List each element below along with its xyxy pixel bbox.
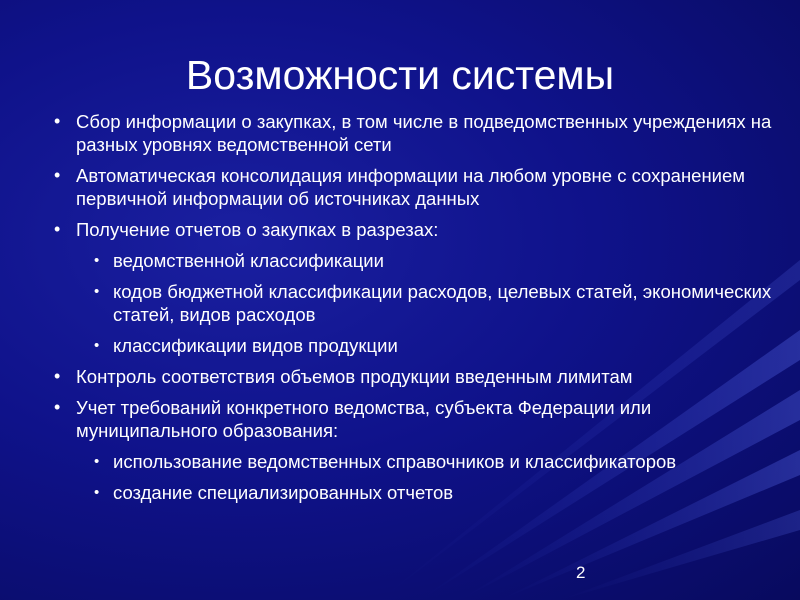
page-number: 2 (576, 563, 586, 582)
bullet-text: Учет требований конкретного ведомства, субъекта Федерации или муниципального образования: (76, 397, 652, 441)
bullet-icon: • (54, 165, 61, 185)
bullet-text: использование ведомственных справочников и классификаторов (113, 451, 677, 472)
bullet-item (52, 396, 772, 442)
bullet-icon: • (54, 111, 61, 131)
slide-title: Возможности системы (185, 52, 615, 98)
bullet-text: Контроль соответствия объемов продукции введенным лимитам (76, 366, 633, 387)
bullet-text: Сбор информации о закупках, в том числе в подведомственных учреждениях на разных уровнях ведомственной сети (76, 111, 772, 155)
bullet-icon: • (94, 337, 100, 354)
bullet-text: классификации видов продукции (113, 335, 398, 356)
bullet-text: ведомственной классификации (113, 250, 384, 271)
sub-bullet-item (92, 481, 772, 504)
bullet-text: создание специализированных отчетов (113, 482, 454, 503)
sub-bullet-item (92, 280, 772, 326)
bullet-text: Получение отчетов о закупках в разрезах: (76, 219, 439, 240)
bullet-icon: • (54, 366, 61, 386)
bullet-icon: • (94, 252, 100, 269)
sub-bullet-item (92, 450, 772, 473)
bullet-icon: • (94, 453, 100, 470)
bullet-list (52, 110, 772, 512)
bullet-item (52, 164, 772, 210)
bullet-icon: • (94, 283, 100, 300)
bullet-text: кодов бюджетной классификации расходов, целевых статей, экономических статей, видов расходов (113, 281, 772, 325)
bullet-icon: • (94, 484, 100, 501)
sub-bullet-item (92, 249, 772, 272)
bullet-icon: • (54, 219, 61, 239)
bullet-item (52, 110, 772, 156)
bullet-item (52, 365, 772, 388)
bullet-icon: • (54, 397, 61, 417)
bullet-item (52, 218, 772, 241)
sub-bullet-item (92, 334, 772, 357)
bullet-text: Автоматическая консолидация информации на любом уровне с сохранением первичной информации об источниках данных (76, 165, 746, 209)
